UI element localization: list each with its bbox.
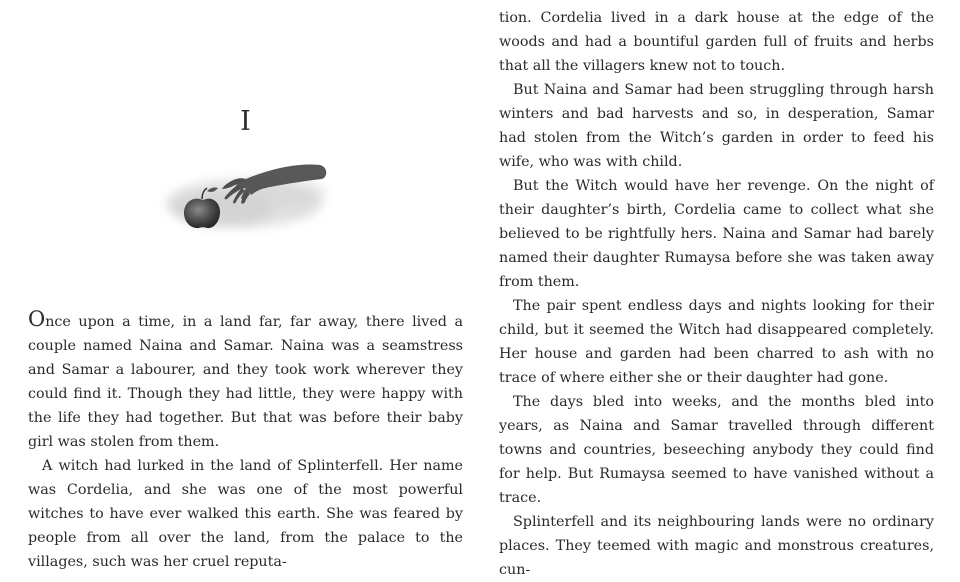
- right-page: [499, 0, 934, 578]
- opening-letter: O: [28, 307, 46, 331]
- opening-paragraph-text: nce upon a time, in a land far, far away, there lived a couple named Naina and Samar. Naina was a seamstress and Samar a labourer, and they took work wherever they could find it. Though they had little, they were happy with the life they had together. But that was before their baby girl was stolen from them.: [28, 314, 463, 450]
- opening-paragraph: [28, 309, 463, 454]
- paragraph: Splinterfell and its neighbouring lands were no ordinary places. They teemed with magic and monstrous creatures, cun-: [499, 514, 934, 578]
- left-page-text: [28, 309, 463, 574]
- paragraph: tion. Cordelia lived in a dark house at the edge of the woods and had a bountiful garden full of fruits and herbs that all the villagers knew not to touch.: [499, 10, 934, 74]
- paragraph: The days bled into weeks, and the months bled into years, as Naina and Samar travelled through different towns and countries, beseeching anybody they could find for help. But Rumaysa seemed to have vanished without a trace.: [499, 394, 934, 506]
- left-page: [28, 0, 463, 570]
- hand-reaching-apple-illustration: [162, 157, 332, 239]
- paragraph: A witch had lurked in the land of Splinterfell. Her name was Cordelia, and she was one of the most powerful witches to have ever walked this earth. She was feared by people from all over the land, from the palace to the villages, such was her cruel reputa-: [28, 458, 463, 570]
- paragraph: The pair spent endless days and nights looking for their child, but it seemed the Witch had disappeared completely. Her house and garden had been charred to ash with no trace of where either she or their daughter had gone.: [499, 298, 934, 386]
- paragraph: But Naina and Samar had been struggling through harsh winters and bad harvests and so, in desperation, Samar had stolen from the Witch’s garden in order to feed his wife, who was with child.: [499, 82, 934, 170]
- paragraph: But the Witch would have her revenge. On the night of their daughter’s birth, Cordelia came to collect what she believed to be rightfully hers. Naina and Samar had barely named their daughter Rumaysa before she was taken away from them.: [499, 178, 934, 290]
- chapter-number: I: [240, 106, 251, 137]
- right-page-text: [499, 6, 934, 582]
